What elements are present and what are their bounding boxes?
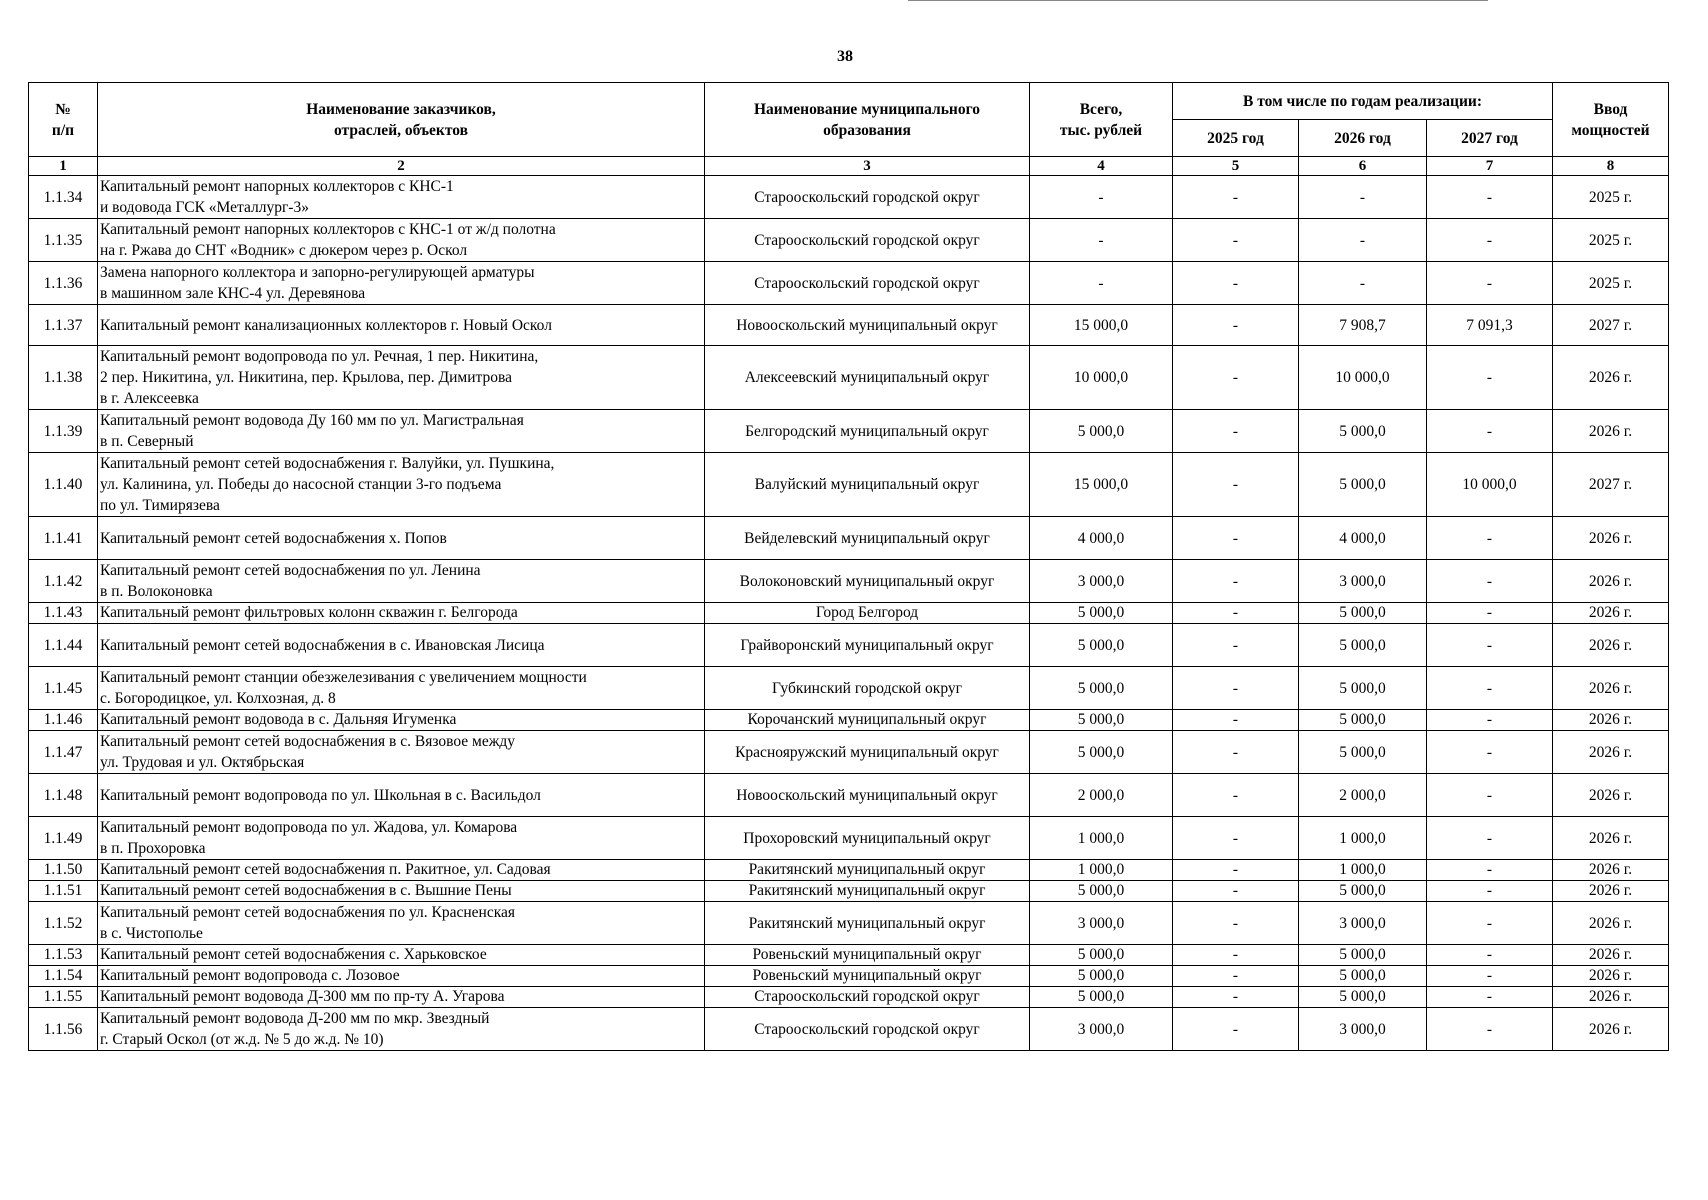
- table-cell-municipality: Старооскольский городской округ: [705, 987, 1030, 1008]
- table-row: [29, 902, 1669, 945]
- table-cell-total: 5 000,0: [1030, 603, 1173, 624]
- column-number: 6: [1299, 157, 1427, 176]
- table-cell-2027: -: [1427, 987, 1553, 1008]
- column-number: 8: [1553, 157, 1669, 176]
- investment-table: [28, 82, 1669, 1051]
- table-cell-municipality: Волоконовский муниципальный округ: [705, 560, 1030, 603]
- table-cell-2026: 10 000,0: [1299, 346, 1427, 410]
- table-cell-total: 5 000,0: [1030, 624, 1173, 667]
- table-cell-municipality: Грайворонский муниципальный округ: [705, 624, 1030, 667]
- table-cell-2026: -: [1299, 176, 1427, 219]
- table-cell-object: Капитальный ремонт водопровода по ул. Жадова, ул. Комарова в п. Прохоровка: [98, 817, 705, 860]
- table-cell-total: -: [1030, 176, 1173, 219]
- table-cell-2026: 5 000,0: [1299, 410, 1427, 453]
- table-cell-number: 1.1.41: [29, 517, 98, 560]
- table-cell-2027: -: [1427, 945, 1553, 966]
- table-cell-municipality: Вейделевский муниципальный округ: [705, 517, 1030, 560]
- table-cell-number: 1.1.50: [29, 860, 98, 881]
- table-cell-2027: -: [1427, 603, 1553, 624]
- table-cell-commission: 2026 г.: [1553, 410, 1669, 453]
- table-cell-object: Капитальный ремонт водовода Д-300 мм по пр-ту А. Угарова: [98, 987, 705, 1008]
- table-cell-object: Капитальный ремонт водовода Ду 160 мм по ул. Магистральная в п. Северный: [98, 410, 705, 453]
- table-cell-2025: -: [1173, 560, 1299, 603]
- table-cell-2027: -: [1427, 667, 1553, 710]
- table-cell-number: 1.1.55: [29, 987, 98, 1008]
- table-cell-number: 1.1.36: [29, 262, 98, 305]
- table-cell-number: 1.1.46: [29, 710, 98, 731]
- table-cell-object: Капитальный ремонт водопровода по ул. Речная, 1 пер. Никитина, 2 пер. Никитина, ул. Никитина, пер. Крылова, пер. Димитрова в г. Алексеевка: [98, 346, 705, 410]
- table-cell-2026: 5 000,0: [1299, 731, 1427, 774]
- table-cell-2026: 3 000,0: [1299, 1008, 1427, 1051]
- table-cell-2025: -: [1173, 603, 1299, 624]
- table-cell-municipality: Новооскольский муниципальный округ: [705, 774, 1030, 817]
- table-cell-2025: -: [1173, 902, 1299, 945]
- table-cell-municipality: Корочанский муниципальный округ: [705, 710, 1030, 731]
- table-cell-commission: 2026 г.: [1553, 517, 1669, 560]
- header-years-group: В том числе по годам реализации:: [1173, 83, 1553, 120]
- table-row: [29, 305, 1669, 346]
- column-number: 5: [1173, 157, 1299, 176]
- header-2025: 2025 год: [1173, 120, 1299, 157]
- table-cell-object: Капитальный ремонт канализационных коллекторов г. Новый Оскол: [98, 305, 705, 346]
- table-cell-2025: -: [1173, 453, 1299, 517]
- table-cell-2025: -: [1173, 774, 1299, 817]
- table-cell-2026: 5 000,0: [1299, 881, 1427, 902]
- table-cell-object: Капитальный ремонт сетей водоснабжения в с. Вязовое между ул. Трудовая и ул. Октябрьская: [98, 731, 705, 774]
- table-cell-2027: -: [1427, 902, 1553, 945]
- table-cell-municipality: Ракитянский муниципальный округ: [705, 881, 1030, 902]
- table-cell-commission: 2026 г.: [1553, 346, 1669, 410]
- table-cell-2027: -: [1427, 262, 1553, 305]
- table-cell-object: Капитальный ремонт сетей водоснабжения в с. Ивановская Лисица: [98, 624, 705, 667]
- table-row: [29, 624, 1669, 667]
- table-cell-number: 1.1.35: [29, 219, 98, 262]
- table-cell-2025: -: [1173, 945, 1299, 966]
- table-cell-commission: 2025 г.: [1553, 176, 1669, 219]
- table-cell-number: 1.1.37: [29, 305, 98, 346]
- table-cell-commission: 2026 г.: [1553, 667, 1669, 710]
- table-row: [29, 987, 1669, 1008]
- scan-artifact-line: [908, 0, 1488, 1]
- table-cell-2026: 5 000,0: [1299, 667, 1427, 710]
- table-row: [29, 517, 1669, 560]
- table-cell-total: 1 000,0: [1030, 817, 1173, 860]
- table-cell-2026: -: [1299, 219, 1427, 262]
- table-cell-total: 2 000,0: [1030, 774, 1173, 817]
- table-cell-total: 15 000,0: [1030, 305, 1173, 346]
- table-row: [29, 731, 1669, 774]
- table-row: [29, 603, 1669, 624]
- header-total: Всего, тыс. рублей: [1030, 83, 1173, 157]
- table-cell-object: Капитальный ремонт сетей водоснабжения в с. Вышние Пены: [98, 881, 705, 902]
- table-cell-municipality: Старооскольский городской округ: [705, 176, 1030, 219]
- table-cell-2025: -: [1173, 667, 1299, 710]
- table-cell-2025: -: [1173, 817, 1299, 860]
- table-cell-2025: -: [1173, 305, 1299, 346]
- header-municipality: Наименование муниципального образования: [705, 83, 1030, 157]
- table-cell-commission: 2026 г.: [1553, 774, 1669, 817]
- table-cell-municipality: Ракитянский муниципальный округ: [705, 860, 1030, 881]
- table-cell-total: 5 000,0: [1030, 410, 1173, 453]
- table-row: [29, 817, 1669, 860]
- table-cell-object: Капитальный ремонт фильтровых колонн скважин г. Белгорода: [98, 603, 705, 624]
- table-row: [29, 560, 1669, 603]
- table-cell-object: Капитальный ремонт сетей водоснабжения по ул. Красненская в с. Чистополье: [98, 902, 705, 945]
- column-number: 4: [1030, 157, 1173, 176]
- table-cell-object: Капитальный ремонт сетей водоснабжения с. Харьковское: [98, 945, 705, 966]
- table-cell-number: 1.1.56: [29, 1008, 98, 1051]
- table-row: [29, 710, 1669, 731]
- table-cell-2026: 5 000,0: [1299, 603, 1427, 624]
- table-cell-2027: -: [1427, 517, 1553, 560]
- table-cell-2027: -: [1427, 774, 1553, 817]
- table-cell-municipality: Ровеньский муниципальный округ: [705, 966, 1030, 987]
- table-cell-2027: -: [1427, 860, 1553, 881]
- column-number: 2: [98, 157, 705, 176]
- table-cell-number: 1.1.52: [29, 902, 98, 945]
- table-cell-total: 3 000,0: [1030, 902, 1173, 945]
- table-cell-2025: -: [1173, 219, 1299, 262]
- table-cell-commission: 2026 г.: [1553, 945, 1669, 966]
- table-cell-2027: -: [1427, 560, 1553, 603]
- table-cell-object: Капитальный ремонт напорных коллекторов с КНС-1 от ж/д полотна на г. Ржава до СНТ «Водник» с дюкером через р. Оскол: [98, 219, 705, 262]
- table-cell-2027: -: [1427, 176, 1553, 219]
- table-cell-total: 1 000,0: [1030, 860, 1173, 881]
- table-cell-2025: -: [1173, 176, 1299, 219]
- table-cell-object: Замена напорного коллектора и запорно-регулирующей арматуры в машинном зале КНС-4 ул. Деревянова: [98, 262, 705, 305]
- table-cell-number: 1.1.39: [29, 410, 98, 453]
- table-cell-total: 5 000,0: [1030, 710, 1173, 731]
- table-row: [29, 219, 1669, 262]
- table-cell-object: Капитальный ремонт напорных коллекторов с КНС-1 и водовода ГСК «Металлург-3»: [98, 176, 705, 219]
- table-cell-2027: -: [1427, 710, 1553, 731]
- table-cell-total: 5 000,0: [1030, 881, 1173, 902]
- table-cell-2025: -: [1173, 1008, 1299, 1051]
- table-cell-2025: -: [1173, 624, 1299, 667]
- table-cell-municipality: Старооскольский городской округ: [705, 1008, 1030, 1051]
- table-cell-2027: -: [1427, 346, 1553, 410]
- table-cell-commission: 2026 г.: [1553, 560, 1669, 603]
- table-cell-number: 1.1.47: [29, 731, 98, 774]
- table-cell-municipality: Город Белгород: [705, 603, 1030, 624]
- table-cell-commission: 2025 г.: [1553, 262, 1669, 305]
- page-number: 38: [837, 48, 853, 65]
- header-2026: 2026 год: [1299, 120, 1427, 157]
- table-row: [29, 346, 1669, 410]
- table-cell-2026: 5 000,0: [1299, 966, 1427, 987]
- table-cell-2026: 3 000,0: [1299, 560, 1427, 603]
- table-row: [29, 774, 1669, 817]
- table-row: [29, 262, 1669, 305]
- table-cell-2025: -: [1173, 517, 1299, 560]
- table-row: [29, 453, 1669, 517]
- table-cell-municipality: Губкинский городской округ: [705, 667, 1030, 710]
- table-cell-2026: 5 000,0: [1299, 945, 1427, 966]
- table-cell-object: Капитальный ремонт водопровода с. Лозовое: [98, 966, 705, 987]
- table-cell-municipality: Прохоровский муниципальный округ: [705, 817, 1030, 860]
- header-name: Наименование заказчиков, отраслей, объектов: [98, 83, 705, 157]
- header-commission: Ввод мощностей: [1553, 83, 1669, 157]
- table-row: [29, 410, 1669, 453]
- table-cell-2026: -: [1299, 262, 1427, 305]
- table-cell-commission: 2026 г.: [1553, 987, 1669, 1008]
- table-cell-total: 15 000,0: [1030, 453, 1173, 517]
- table-cell-object: Капитальный ремонт водопровода по ул. Школьная в с. Васильдол: [98, 774, 705, 817]
- header-2027: 2027 год: [1427, 120, 1553, 157]
- table-row: [29, 945, 1669, 966]
- table-cell-number: 1.1.54: [29, 966, 98, 987]
- table-cell-2026: 4 000,0: [1299, 517, 1427, 560]
- table-cell-number: 1.1.34: [29, 176, 98, 219]
- table-row: [29, 860, 1669, 881]
- table-cell-number: 1.1.44: [29, 624, 98, 667]
- table-cell-commission: 2027 г.: [1553, 305, 1669, 346]
- table-cell-2027: -: [1427, 966, 1553, 987]
- table-cell-number: 1.1.38: [29, 346, 98, 410]
- table-row: [29, 966, 1669, 987]
- table-cell-commission: 2026 г.: [1553, 603, 1669, 624]
- table-cell-2025: -: [1173, 262, 1299, 305]
- table-cell-commission: 2026 г.: [1553, 624, 1669, 667]
- table-cell-2027: 10 000,0: [1427, 453, 1553, 517]
- table-cell-commission: 2025 г.: [1553, 219, 1669, 262]
- table-cell-2026: 5 000,0: [1299, 624, 1427, 667]
- table-cell-object: Капитальный ремонт станции обезжелезивания с увеличением мощности с. Богородицкое, ул. Колхозная, д. 8: [98, 667, 705, 710]
- table-row: [29, 176, 1669, 219]
- table-cell-number: 1.1.48: [29, 774, 98, 817]
- table-cell-municipality: Белгородский муниципальный округ: [705, 410, 1030, 453]
- column-number-row: [29, 157, 1669, 176]
- table-cell-object: Капитальный ремонт водовода в с. Дальняя Игуменка: [98, 710, 705, 731]
- table-row: [29, 881, 1669, 902]
- table-cell-commission: 2026 г.: [1553, 1008, 1669, 1051]
- table-cell-number: 1.1.45: [29, 667, 98, 710]
- table-cell-commission: 2026 г.: [1553, 966, 1669, 987]
- table-cell-2025: -: [1173, 987, 1299, 1008]
- table-cell-number: 1.1.43: [29, 603, 98, 624]
- table-cell-municipality: Алексеевский муниципальный округ: [705, 346, 1030, 410]
- table-cell-2026: 1 000,0: [1299, 817, 1427, 860]
- table-cell-2025: -: [1173, 346, 1299, 410]
- table-cell-2027: -: [1427, 817, 1553, 860]
- table-cell-2026: 3 000,0: [1299, 902, 1427, 945]
- table-cell-2027: -: [1427, 881, 1553, 902]
- table-cell-municipality: Старооскольский городской округ: [705, 219, 1030, 262]
- table-cell-total: 3 000,0: [1030, 560, 1173, 603]
- table-cell-2026: 5 000,0: [1299, 453, 1427, 517]
- table-cell-total: 5 000,0: [1030, 966, 1173, 987]
- table-cell-2027: -: [1427, 1008, 1553, 1051]
- table-cell-municipality: Ровеньский муниципальный округ: [705, 945, 1030, 966]
- table-cell-2027: -: [1427, 731, 1553, 774]
- table-cell-2026: 5 000,0: [1299, 710, 1427, 731]
- table-cell-commission: 2026 г.: [1553, 817, 1669, 860]
- table-cell-object: Капитальный ремонт сетей водоснабжения х. Попов: [98, 517, 705, 560]
- table-cell-number: 1.1.42: [29, 560, 98, 603]
- table-cell-2027: -: [1427, 219, 1553, 262]
- table-cell-municipality: Валуйский муниципальный округ: [705, 453, 1030, 517]
- table-cell-number: 1.1.53: [29, 945, 98, 966]
- table-cell-2025: -: [1173, 410, 1299, 453]
- table-cell-2026: 1 000,0: [1299, 860, 1427, 881]
- table-cell-commission: 2026 г.: [1553, 902, 1669, 945]
- column-number: 1: [29, 157, 98, 176]
- table-cell-object: Капитальный ремонт водовода Д-200 мм по мкр. Звездный г. Старый Оскол (от ж.д. № 5 до ж.д. № 10): [98, 1008, 705, 1051]
- table-cell-2027: -: [1427, 410, 1553, 453]
- table-row: [29, 667, 1669, 710]
- table-cell-commission: 2026 г.: [1553, 710, 1669, 731]
- table-cell-commission: 2027 г.: [1553, 453, 1669, 517]
- table-cell-municipality: Краснояружский муниципальный округ: [705, 731, 1030, 774]
- header-no: № п/п: [29, 83, 98, 157]
- table-cell-number: 1.1.51: [29, 881, 98, 902]
- table-cell-total: 3 000,0: [1030, 1008, 1173, 1051]
- table-cell-number: 1.1.40: [29, 453, 98, 517]
- table-cell-total: -: [1030, 262, 1173, 305]
- table-cell-total: 4 000,0: [1030, 517, 1173, 560]
- table-cell-number: 1.1.49: [29, 817, 98, 860]
- table-cell-2025: -: [1173, 860, 1299, 881]
- table-cell-object: Капитальный ремонт сетей водоснабжения по ул. Ленина в п. Волоконовка: [98, 560, 705, 603]
- table-cell-2025: -: [1173, 731, 1299, 774]
- table-cell-2025: -: [1173, 966, 1299, 987]
- table-cell-2027: 7 091,3: [1427, 305, 1553, 346]
- column-number: 7: [1427, 157, 1553, 176]
- table-cell-commission: 2026 г.: [1553, 731, 1669, 774]
- table-cell-2026: 5 000,0: [1299, 987, 1427, 1008]
- table-cell-object: Капитальный ремонт сетей водоснабжения п. Ракитное, ул. Садовая: [98, 860, 705, 881]
- table-cell-total: 5 000,0: [1030, 987, 1173, 1008]
- table-cell-2026: 2 000,0: [1299, 774, 1427, 817]
- table-cell-2025: -: [1173, 710, 1299, 731]
- table-cell-2025: -: [1173, 881, 1299, 902]
- table-cell-2026: 7 908,7: [1299, 305, 1427, 346]
- table-cell-municipality: Новооскольский муниципальный округ: [705, 305, 1030, 346]
- table-cell-total: 5 000,0: [1030, 945, 1173, 966]
- table-cell-object: Капитальный ремонт сетей водоснабжения г. Валуйки, ул. Пушкина, ул. Калинина, ул. Победы до насосной станции 3-го подъема по ул. Тимирязева: [98, 453, 705, 517]
- table-cell-commission: 2026 г.: [1553, 881, 1669, 902]
- table-cell-total: 5 000,0: [1030, 667, 1173, 710]
- table-cell-total: 5 000,0: [1030, 731, 1173, 774]
- column-number: 3: [705, 157, 1030, 176]
- table-cell-municipality: Старооскольский городской округ: [705, 262, 1030, 305]
- table-cell-2027: -: [1427, 624, 1553, 667]
- table-cell-total: -: [1030, 219, 1173, 262]
- table-cell-commission: 2026 г.: [1553, 860, 1669, 881]
- table-row: [29, 1008, 1669, 1051]
- table-cell-municipality: Ракитянский муниципальный округ: [705, 902, 1030, 945]
- table-cell-total: 10 000,0: [1030, 346, 1173, 410]
